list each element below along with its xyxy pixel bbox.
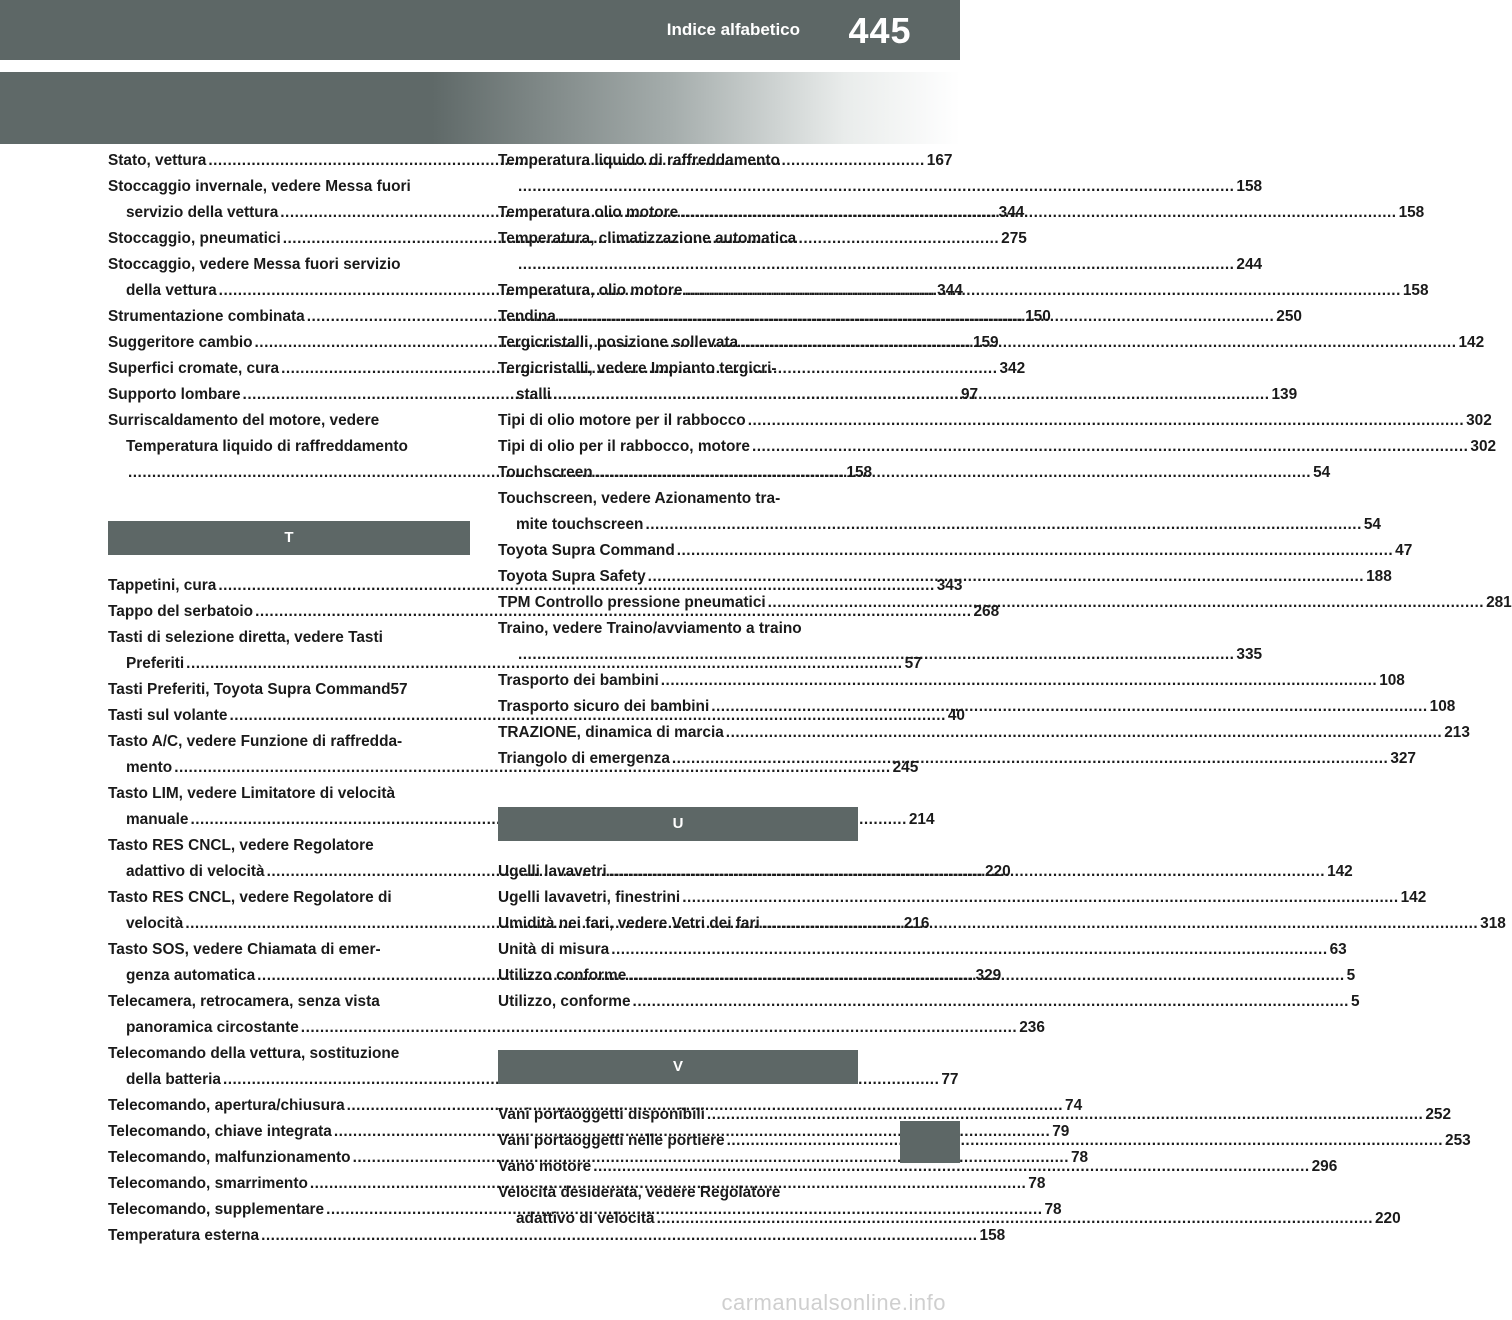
leader-dots (677, 538, 1393, 564)
leader-dots (661, 668, 1377, 694)
index-entry-text: Stoccaggio, vedere Messa fuori servizio (108, 256, 401, 273)
leader-dots (768, 590, 1484, 616)
index-page-ref: 236 (1019, 1019, 1045, 1036)
index-entry-text: Trasporto dei bambini (498, 672, 659, 689)
index-entry-text: mite touchscreen (516, 516, 644, 533)
index-entry-text: Strumentazione combinata (108, 308, 305, 325)
index-page-ref: 47 (1395, 542, 1413, 559)
index-page-ref: 327 (1390, 750, 1416, 767)
index-entry (498, 486, 1381, 538)
index-entry-text: Tasto A/C, vedere Funzione di raffredda- (108, 733, 403, 750)
index-entry-line (498, 616, 858, 642)
index-entry-text: Vano motore (498, 1158, 592, 1175)
index-entry-text: Suggeritore cambio (108, 334, 253, 351)
index-page-ref: 344 (998, 204, 1025, 221)
index-page-ref: 158 (1398, 204, 1425, 221)
index-entry-text: Tasto RES CNCL, vedere Regolatore (108, 837, 374, 854)
leader-dots (648, 564, 1364, 590)
index-entry-text: Telecamera, retrocamera, senza vista (108, 993, 380, 1010)
index-entry-text: Utilizzo conforme (498, 967, 627, 984)
index-entry-text: Superfici cromate, cura (108, 360, 280, 377)
index-entry-text: Preferiti (126, 655, 185, 672)
index-page-ref: 142 (1458, 334, 1485, 351)
index-entry-line (498, 434, 1497, 460)
letter-heading-u: U (498, 807, 858, 841)
chapter-thumb-tab (900, 1121, 960, 1163)
leader-dots (633, 989, 1349, 1015)
index-page-ref: 275 (1001, 230, 1027, 247)
index-entry-text: Velocità desiderata, vedere Regolatore (498, 1184, 781, 1201)
index-entry-text: Temperatura esterna (108, 1227, 260, 1244)
leader-dots (628, 963, 1344, 989)
index-entry-text: Tasti di selezione diretta, vedere Tasti (108, 629, 383, 646)
leader-dots (762, 911, 1478, 937)
index-entry-text: Tendina (498, 308, 556, 325)
index-entry-line (108, 989, 470, 1015)
index-entry-text: Supporto lombare (108, 386, 241, 403)
index-entry-line (108, 434, 470, 460)
index-entry-text: Tasti Preferiti, Toyota Supra Command57 (108, 681, 408, 698)
index-page-ref: 213 (1444, 724, 1470, 741)
index-page-ref: 139 (1271, 386, 1298, 403)
index-page-ref: 108 (1379, 672, 1405, 689)
index-entry-line (108, 1015, 1045, 1041)
index-entry-text: Temperatura, olio motore (498, 282, 683, 299)
index-entry-line (108, 807, 935, 833)
index-page-ref: 244 (1236, 256, 1263, 273)
section-title: Indice alfabetico (666, 20, 800, 39)
index-entry-text: Telecomando, malfunzionamento (108, 1149, 351, 1166)
index-entry-line (498, 1180, 858, 1206)
index-entry-line (498, 486, 858, 512)
index-entry-text: Tasti sul volante (108, 707, 228, 724)
index-entry-line (498, 538, 1413, 564)
index-entry-text: Ugelli lavavetri, finestrini (498, 889, 681, 906)
index-entry-text: Tasto SOS, vedere Chiamata di emer- (108, 941, 381, 958)
index-page-ref: 54 (1313, 464, 1331, 481)
leader-dots (672, 746, 1388, 772)
index-entry-line (498, 356, 858, 382)
index-entry-text: Tergicristalli, posizione sollevata (498, 334, 739, 351)
index-page-ref: 188 (1366, 568, 1392, 585)
index-entry (498, 408, 1492, 434)
index-entry-text: Traino, vedere Traino/avviamento a traino (498, 620, 802, 637)
index-entry-text: Tappetini, cura (108, 577, 217, 594)
index-entry-line (108, 651, 922, 677)
index-page-ref: 296 (1311, 1158, 1338, 1175)
leader-dots (684, 278, 1400, 304)
index-page-ref: 344 (937, 282, 963, 299)
index-page-ref: 253 (1445, 1132, 1471, 1149)
index-entry-text: Tergicristalli, vedere Impianto tergicri- (498, 360, 777, 377)
index-entry (498, 885, 1427, 911)
index-entry-line (498, 668, 1405, 694)
page-number: 445 (848, 10, 912, 51)
index-entry-text: Utilizzo, conforme (498, 993, 631, 1010)
index-entry-text: Temperatura liquido di raffreddamento (498, 152, 780, 169)
index-page-ref: 302 (1470, 438, 1497, 455)
index-page-ref: 158 (1402, 282, 1429, 299)
index-entry (498, 989, 1360, 1015)
letter-heading-v: V (498, 1050, 858, 1084)
leader-dots (558, 304, 1274, 330)
index-page-ref: 158 (846, 464, 873, 481)
index-entry-text: Telecomando, smarrimento (108, 1175, 308, 1192)
decorative-gradient-band (0, 72, 960, 144)
leader-dots (609, 859, 1325, 885)
index-entry-text: Temperatura olio motore (498, 204, 679, 221)
index-entry (108, 781, 935, 833)
leader-dots (518, 252, 1234, 278)
index-entry-text: Toyota Supra Command (498, 542, 675, 559)
leader-dots (682, 885, 1398, 911)
index-entry-text: manuale (126, 811, 189, 828)
index-entry-line (108, 677, 470, 703)
index-entry-line (108, 1067, 959, 1093)
index-page-ref: 329 (975, 967, 1002, 984)
index-entry-line (498, 720, 1470, 746)
index-entry-text: Unità di misura (498, 941, 610, 958)
leader-dots (680, 200, 1396, 226)
index-entry (498, 538, 1413, 564)
index-entry-text: velocità (126, 915, 184, 932)
index-page-ref: 220 (1374, 1210, 1401, 1227)
index-page-ref: 78 (1028, 1175, 1046, 1192)
index-entry-text: Tappo del serbatoio (108, 603, 254, 620)
index-entry (498, 434, 1497, 460)
index-entry-text: TPM Controllo pressione pneumatici (498, 594, 766, 611)
index-page-ref: 158 (979, 1227, 1006, 1244)
index-entry-line (498, 512, 1381, 538)
index-entry-text: adattivo di velocità (126, 863, 265, 880)
index-page-ref: 78 (1070, 1149, 1089, 1166)
index-page-ref: 5 (1346, 967, 1356, 984)
index-page-ref: 57 (904, 655, 922, 672)
index-entry-text: servizio della vettura (126, 204, 279, 221)
index-entry-text: Trasporto sicuro dei bambini (498, 698, 710, 715)
index-entry-line (498, 937, 1347, 963)
index-entry (498, 720, 1470, 746)
index-page-ref: 245 (892, 759, 919, 776)
index-entry-text: stalli (516, 386, 552, 403)
index-entry-text: Telecomando della vettura, sostituzione (108, 1045, 400, 1062)
index-page-ref: 54 (1363, 516, 1381, 533)
index-entry-text: mento (126, 759, 173, 776)
index-entry-text: Toyota Supra Safety (498, 568, 646, 585)
index-page-ref: 158 (1236, 178, 1263, 195)
leader-dots (518, 174, 1234, 200)
index-entry-text: Temperatura, climatizzazione automatica (498, 230, 797, 247)
index-entry (498, 937, 1347, 963)
index-entry-text: Touchscreen, vedere Azionamento tra- (498, 490, 781, 507)
index-page-ref: 250 (1276, 308, 1302, 325)
index-page-ref: 77 (941, 1071, 959, 1088)
index-page-ref: 318 (1480, 915, 1506, 932)
index-entry-line (498, 252, 1263, 278)
index-entry-text: Tipi di olio motore per il rabbocco (498, 412, 746, 429)
leader-dots (645, 512, 1361, 538)
leader-dots (727, 1128, 1443, 1154)
index-entry (108, 677, 470, 703)
index-entry-line (498, 174, 1263, 200)
index-entry-text: Telecomando, apertura/chiusura (108, 1097, 345, 1114)
leader-dots (752, 434, 1468, 460)
index-page-ref: 5 (1350, 993, 1360, 1010)
index-entry-line (108, 937, 470, 963)
index-entry-line (108, 1041, 470, 1067)
index-entry-text: TRAZIONE, dinamica di marcia (498, 724, 724, 741)
index-page-ref: 150 (1025, 308, 1051, 325)
index-entry-text: Triangolo di emergenza (498, 750, 670, 767)
index-entry-text: Stoccaggio, pneumatici (108, 230, 281, 247)
index-entry (108, 1041, 959, 1093)
index-entry-line (498, 148, 858, 174)
index-entry-line (108, 174, 470, 200)
index-entry-text: Vani portaoggetti nelle portiere (498, 1132, 725, 1149)
index-page-ref: 268 (973, 603, 1000, 620)
index-entry-text: della batteria (126, 1071, 221, 1088)
index-entry-text: Tasto RES CNCL, vedere Regolatore di (108, 889, 392, 906)
index-entry-line (108, 252, 470, 278)
index-entry-text: Temperatura liquido di raffreddamento (126, 438, 408, 455)
header-bar (0, 0, 960, 60)
index-entry-line (108, 885, 470, 911)
index-entry (108, 1223, 1006, 1249)
index-page-ref: 97 (960, 386, 979, 403)
leader-dots (711, 694, 1427, 720)
leader-dots (595, 460, 1311, 486)
index-entry-line (108, 1223, 1006, 1249)
index-page-ref: 302 (1466, 412, 1492, 429)
index-page-ref: 335 (1236, 646, 1263, 663)
index-entry-line (498, 989, 1360, 1015)
leader-dots (740, 330, 1456, 356)
index-page-ref: 281 (1486, 594, 1512, 611)
index-entry-text: Tipi di olio per il rabbocco, motore (498, 438, 750, 455)
letter-heading-t: T (108, 521, 470, 555)
index-page-ref: 63 (1329, 941, 1347, 958)
index-page-ref: 74 (1065, 1097, 1083, 1114)
index-page-ref: 142 (1327, 863, 1353, 880)
index-page-ref: 79 (1052, 1123, 1070, 1140)
index-entry-text: Stoccaggio invernale, vedere Messa fuori (108, 178, 411, 195)
index-page-ref: 214 (908, 811, 935, 828)
index-entry-line (498, 885, 1427, 911)
index-entry-text: adattivo di velocità (516, 1210, 655, 1227)
index-entry-text: Surriscaldamento del motore, vedere (108, 412, 380, 429)
index-entry (498, 668, 1405, 694)
index-entry-text: Ugelli lavavetri (498, 863, 607, 880)
leader-dots (611, 937, 1327, 963)
index-page-ref: 220 (984, 863, 1011, 880)
index-entry-text: Telecomando, supplementare (108, 1201, 325, 1218)
index-entry-line (108, 781, 470, 807)
index-entry-text: Stato, vettura (108, 152, 207, 169)
index-entry-line (108, 625, 470, 651)
index-page-ref: 142 (1400, 889, 1427, 906)
index-entry-text: genza automatica (126, 967, 256, 984)
index-entry-line (108, 833, 470, 859)
leader-dots (726, 720, 1442, 746)
leader-dots (553, 382, 1269, 408)
index-entry-text: panoramica circostante (126, 1019, 299, 1036)
leader-dots (518, 642, 1234, 668)
index-entry-line (108, 408, 470, 434)
index-page-ref: 342 (999, 360, 1026, 377)
index-entry-text: Umidità nei fari, vedere Vetri dei fari (498, 915, 760, 932)
leader-dots (657, 1206, 1373, 1232)
index-entry-text: Vani portaoggetti disponibili (498, 1106, 705, 1123)
index-page-ref: 159 (972, 334, 999, 351)
leader-dots (748, 408, 1464, 434)
index-page-ref: 78 (1044, 1201, 1062, 1218)
index-entry-text: della vettura (126, 282, 217, 299)
index-page-ref: 167 (926, 152, 953, 169)
index-entry-line (108, 729, 470, 755)
index-page-ref: 343 (936, 577, 963, 594)
index-entry-text: Tasto LIM, vedere Limitatore di velocità (108, 785, 396, 802)
index-page-ref: 40 (947, 707, 965, 724)
index-entry-line (498, 408, 1492, 434)
index-entry-text: Touchscreen (498, 464, 593, 481)
index-page-ref: 252 (1425, 1106, 1452, 1123)
index-page-ref: 216 (903, 915, 930, 932)
index-entry-text: Telecomando, chiave integrata (108, 1123, 332, 1140)
index-page-ref: 108 (1429, 698, 1456, 715)
index-entry-line (498, 226, 858, 252)
leader-dots (707, 1102, 1423, 1128)
watermark: carmanualsonline.info (721, 1290, 946, 1315)
